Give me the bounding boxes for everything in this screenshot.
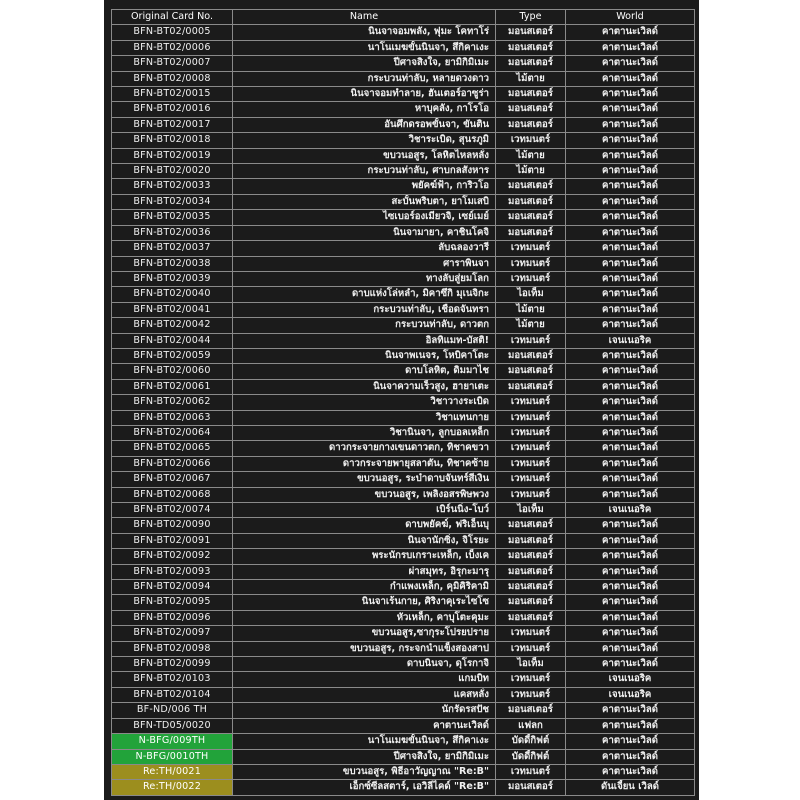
table-row	[112, 395, 695, 410]
card-type-cell: มอนสเตอร์	[496, 194, 566, 209]
card-no-cell: BFN-BT02/0093	[112, 564, 233, 579]
card-name-cell: กระบวนท่าลับ, หลายดวงดาว	[233, 71, 496, 86]
card-no-cell: BFN-BT02/0042	[112, 318, 233, 333]
card-type-cell: มอนสเตอร์	[496, 348, 566, 363]
card-list-sheet	[104, 0, 699, 800]
card-world-cell: คาตานะเวิลด์	[566, 25, 695, 40]
card-name-cell: กำแพงเหล็ก, คุมิคิริคามิ	[233, 580, 496, 595]
card-no-cell: BFN-BT02/0034	[112, 194, 233, 209]
card-no-cell: BFN-BT02/0008	[112, 71, 233, 86]
table-row	[112, 148, 695, 163]
table-row	[112, 364, 695, 379]
table-row	[112, 133, 695, 148]
card-world-cell: คาตานะเวิลด์	[566, 194, 695, 209]
card-world-cell: เจนเนอริค	[566, 687, 695, 702]
card-world-cell: คาตานะเวิลด์	[566, 472, 695, 487]
table-row	[112, 410, 695, 425]
table-row	[112, 595, 695, 610]
table-row	[112, 580, 695, 595]
card-type-cell: เวทมนตร์	[496, 425, 566, 440]
table-row	[112, 348, 695, 363]
card-world-cell: คาตานะเวิลด์	[566, 379, 695, 394]
card-name-cell: ไซเบอร์องเมียวจิ, เซย์เมย์	[233, 210, 496, 225]
table-row	[112, 179, 695, 194]
card-name-cell: สะบั้นพริบตา, ยาโมเสบิ	[233, 194, 496, 209]
card-name-cell: ปีศาจสิงใจ, ยามิกิมิเมะ	[233, 749, 496, 764]
card-no-cell: BFN-BT02/0066	[112, 456, 233, 471]
card-type-cell: ไม้ตาย	[496, 318, 566, 333]
card-type-cell: เวทมนตร์	[496, 241, 566, 256]
card-type-cell: ไอเท็ม	[496, 503, 566, 518]
table-row	[112, 302, 695, 317]
card-type-cell: มอนสเตอร์	[496, 210, 566, 225]
card-type-cell: เวทมนตร์	[496, 641, 566, 656]
card-type-cell: ไม้ตาย	[496, 148, 566, 163]
table-row	[112, 210, 695, 225]
card-name-cell: นินจาเร้นกาย, ศิริงาคุเระไซโซ	[233, 595, 496, 610]
table-row	[112, 672, 695, 687]
table-row	[112, 225, 695, 240]
card-world-cell: คาตานะเวิลด์	[566, 441, 695, 456]
card-world-cell: คาตานะเวิลด์	[566, 425, 695, 440]
card-world-cell: คาตานะเวิลด์	[566, 626, 695, 641]
card-type-cell: เวทมนตร์	[496, 687, 566, 702]
card-world-cell: ดันเจี้ยน เวิลด์	[566, 780, 695, 795]
card-type-cell: มอนสเตอร์	[496, 564, 566, 579]
card-name-cell: วิชาวางระเบิด	[233, 395, 496, 410]
card-type-cell: มอนสเตอร์	[496, 56, 566, 71]
card-name-cell: นินจาจอมพลัง, ฟุมะ โคทาโร่	[233, 25, 496, 40]
card-name-cell: คาตานะเวิลด์	[233, 718, 496, 733]
table-row	[112, 549, 695, 564]
card-name-cell: ผ่าสมุทร, อิรุกะมารุ	[233, 564, 496, 579]
card-no-cell: BFN-BT02/0064	[112, 425, 233, 440]
card-world-cell: คาตานะเวิลด์	[566, 641, 695, 656]
card-no-cell: BFN-BT02/0018	[112, 133, 233, 148]
table-row	[112, 780, 695, 795]
card-name-cell: ดาบนินจา, ดุโรกาจิ	[233, 657, 496, 672]
table-row	[112, 487, 695, 502]
card-name-cell: กระบวนท่าลับ, ดาวตก	[233, 318, 496, 333]
table-row	[112, 749, 695, 764]
card-no-cell: BFN-BT02/0007	[112, 56, 233, 71]
card-world-cell: คาตานะเวิลด์	[566, 287, 695, 302]
card-no-cell: BFN-BT02/0060	[112, 364, 233, 379]
card-world-cell: คาตานะเวิลด์	[566, 40, 695, 55]
card-name-cell: นาโนเมฆขั้นนินจา, สึกิคาเงะ	[233, 734, 496, 749]
table-row	[112, 56, 695, 71]
card-name-cell: ขบวนอสูร, กระจกนำแข็งสองสาป	[233, 641, 496, 656]
card-no-cell: BFN-BT02/0033	[112, 179, 233, 194]
card-type-cell: เวทมนตร์	[496, 395, 566, 410]
card-type-cell: มอนสเตอร์	[496, 518, 566, 533]
card-type-cell: มอนสเตอร์	[496, 179, 566, 194]
card-no-cell: BFN-BT02/0068	[112, 487, 233, 502]
card-type-cell: มอนสเตอร์	[496, 364, 566, 379]
card-name-cell: ลับฉลองวารี	[233, 241, 496, 256]
card-no-cell: BFN-BT02/0017	[112, 117, 233, 132]
card-type-cell: มอนสเตอร์	[496, 117, 566, 132]
card-name-cell: นินจามายา, คาชินโคจิ	[233, 225, 496, 240]
card-name-cell: เบิร์นนิ่ง-โบว์	[233, 503, 496, 518]
card-world-cell: คาตานะเวิลด์	[566, 657, 695, 672]
card-type-cell: มอนสเตอร์	[496, 225, 566, 240]
table-row	[112, 25, 695, 40]
card-no-cell: BFN-BT02/0019	[112, 148, 233, 163]
card-no-cell: BFN-TD05/0020	[112, 718, 233, 733]
card-world-cell: คาตานะเวิลด์	[566, 580, 695, 595]
header-name: Name	[233, 10, 496, 25]
card-no-cell: BFN-BT02/0044	[112, 333, 233, 348]
card-no-cell: BFN-BT02/0036	[112, 225, 233, 240]
table-row	[112, 194, 695, 209]
card-world-cell: คาตานะเวิลด์	[566, 564, 695, 579]
card-no-cell: BFN-BT02/0096	[112, 610, 233, 625]
card-name-cell: ขบวนอสูร, โลหิตไหลหลั่ง	[233, 148, 496, 163]
card-name-cell: ดาวกระจายพายุสลาตัน, ทิชาคซ้าย	[233, 456, 496, 471]
card-no-cell: BFN-BT02/0061	[112, 379, 233, 394]
card-world-cell: คาตานะเวิลด์	[566, 610, 695, 625]
card-no-cell: BFN-BT02/0097	[112, 626, 233, 641]
card-world-cell: คาตานะเวิลด์	[566, 148, 695, 163]
card-name-cell: ดาบโลหิต, ดิมมาไช	[233, 364, 496, 379]
card-world-cell: คาตานะเวิลด์	[566, 241, 695, 256]
table-row	[112, 379, 695, 394]
table-row	[112, 271, 695, 286]
card-world-cell: เจนเนอริค	[566, 333, 695, 348]
card-no-cell: Re:TH/0021	[112, 764, 233, 779]
card-world-cell: คาตานะเวิลด์	[566, 210, 695, 225]
table-row	[112, 256, 695, 271]
table-row	[112, 456, 695, 471]
card-no-cell: BFN-BT02/0005	[112, 25, 233, 40]
card-no-cell: BFN-BT02/0090	[112, 518, 233, 533]
card-type-cell: ไอเท็ม	[496, 287, 566, 302]
card-world-cell: คาตานะเวิลด์	[566, 56, 695, 71]
table-row	[112, 718, 695, 733]
card-no-cell: BFN-BT02/0065	[112, 441, 233, 456]
card-no-cell: BFN-BT02/0020	[112, 164, 233, 179]
card-name-cell: เอ็กซ์ซีลสตาร์, เอวิลีไคด์ "Re:B"	[233, 780, 496, 795]
card-type-cell: เวทมนตร์	[496, 672, 566, 687]
card-name-cell: ดาบพยัคฆ์, ฟริเอ็นบุ	[233, 518, 496, 533]
card-type-cell: มอนสเตอร์	[496, 25, 566, 40]
card-world-cell: คาตานะเวิลด์	[566, 456, 695, 471]
table-row	[112, 703, 695, 718]
table-row	[112, 687, 695, 702]
card-name-cell: วิชาระเบิด, สุนรภูมิ	[233, 133, 496, 148]
card-world-cell: คาตานะเวิลด์	[566, 133, 695, 148]
card-name-cell: หาบุคลัง, กาโรโอ	[233, 102, 496, 117]
card-no-cell: BFN-BT02/0103	[112, 672, 233, 687]
card-world-cell: คาตานะเวิลด์	[566, 734, 695, 749]
card-type-cell: เวทมนตร์	[496, 626, 566, 641]
card-world-cell: คาตานะเวิลด์	[566, 395, 695, 410]
card-name-cell: พระนักรบเกราะเหล็ก, เบ็งเค	[233, 549, 496, 564]
table-header-row	[112, 10, 695, 25]
card-list-table	[111, 9, 695, 796]
card-type-cell: มอนสเตอร์	[496, 703, 566, 718]
card-no-cell: BFN-BT02/0094	[112, 580, 233, 595]
card-type-cell: มอนสเตอร์	[496, 549, 566, 564]
card-type-cell: แฟลก	[496, 718, 566, 733]
table-row	[112, 164, 695, 179]
card-no-cell: Re:TH/0022	[112, 780, 233, 795]
card-no-cell: BFN-BT02/0104	[112, 687, 233, 702]
table-row	[112, 503, 695, 518]
card-no-cell: BFN-BT02/0039	[112, 271, 233, 286]
card-type-cell: เวทมนตร์	[496, 456, 566, 471]
card-name-cell: ทางลับสู่ยมโลก	[233, 271, 496, 286]
card-world-cell: คาตานะเวิลด์	[566, 318, 695, 333]
card-no-cell: BFN-BT02/0041	[112, 302, 233, 317]
table-row	[112, 40, 695, 55]
card-name-cell: ขบวนอสูร, เพลิงอสรพิษพวง	[233, 487, 496, 502]
card-no-cell: BFN-BT02/0091	[112, 533, 233, 548]
card-type-cell: เวทมนตร์	[496, 256, 566, 271]
card-world-cell: เจนเนอริค	[566, 672, 695, 687]
card-no-cell: BFN-BT02/0095	[112, 595, 233, 610]
card-world-cell: คาตานะเวิลด์	[566, 703, 695, 718]
card-name-cell: กระบวนท่าลับ, ศาบกลสังหาร	[233, 164, 496, 179]
card-world-cell: คาตานะเวิลด์	[566, 549, 695, 564]
table-row	[112, 518, 695, 533]
table-row	[112, 117, 695, 132]
card-name-cell: ดาวกระจายกางเขนดาวตก, ทิชาคขวา	[233, 441, 496, 456]
table-row	[112, 734, 695, 749]
card-name-cell: ดาบแห่งโล่หลำ, มิคาซึกิ มุเนจิกะ	[233, 287, 496, 302]
card-world-cell: คาตานะเวิลด์	[566, 533, 695, 548]
table-row	[112, 764, 695, 779]
card-no-cell: BFN-BT02/0074	[112, 503, 233, 518]
card-no-cell: BFN-BT02/0098	[112, 641, 233, 656]
table-row	[112, 533, 695, 548]
card-world-cell: คาตานะเวิลด์	[566, 179, 695, 194]
card-no-cell: BFN-BT02/0059	[112, 348, 233, 363]
card-world-cell: คาตานะเวิลด์	[566, 348, 695, 363]
card-no-cell: BFN-BT02/0092	[112, 549, 233, 564]
card-no-cell: BFN-BT02/0037	[112, 241, 233, 256]
card-world-cell: คาตานะเวิลด์	[566, 764, 695, 779]
card-type-cell: มอนสเตอร์	[496, 87, 566, 102]
card-no-cell: BF-ND/006 TH	[112, 703, 233, 718]
table-body	[112, 25, 695, 795]
header-card-no: Original Card No.	[112, 10, 233, 25]
card-world-cell: คาตานะเวิลด์	[566, 718, 695, 733]
card-name-cell: นาโนเมฆขั้นนินจา, สึกิคาเงะ	[233, 40, 496, 55]
card-world-cell: คาตานะเวิลด์	[566, 117, 695, 132]
card-world-cell: คาตานะเวิลด์	[566, 256, 695, 271]
card-world-cell: คาตานะเวิลด์	[566, 87, 695, 102]
card-world-cell: คาตานะเวิลด์	[566, 487, 695, 502]
card-name-cell: วิชาแทนกาย	[233, 410, 496, 425]
card-name-cell: แกมบิท	[233, 672, 496, 687]
card-type-cell: บัดดี้กิฟต์	[496, 749, 566, 764]
card-name-cell: ศาราพินจา	[233, 256, 496, 271]
card-type-cell: เวทมนตร์	[496, 271, 566, 286]
card-type-cell: มอนสเตอร์	[496, 595, 566, 610]
card-world-cell: คาตานะเวิลด์	[566, 71, 695, 86]
card-name-cell: อันศึกดรอพขั้นจา, ขันติน	[233, 117, 496, 132]
table-row	[112, 657, 695, 672]
card-type-cell: เวทมนตร์	[496, 487, 566, 502]
table-row	[112, 87, 695, 102]
card-no-cell: BFN-BT02/0035	[112, 210, 233, 225]
card-world-cell: คาตานะเวิลด์	[566, 102, 695, 117]
card-type-cell: เวทมนตร์	[496, 133, 566, 148]
card-type-cell: ไม้ตาย	[496, 302, 566, 317]
table-row	[112, 626, 695, 641]
card-type-cell: เวทมนตร์	[496, 333, 566, 348]
table-row	[112, 71, 695, 86]
card-world-cell: คาตานะเวิลด์	[566, 364, 695, 379]
card-type-cell: มอนสเตอร์	[496, 780, 566, 795]
card-type-cell: บัดดี้กิฟต์	[496, 734, 566, 749]
card-world-cell: คาตานะเวิลด์	[566, 410, 695, 425]
card-world-cell: คาตานะเวิลด์	[566, 271, 695, 286]
card-no-cell: BFN-BT02/0040	[112, 287, 233, 302]
card-no-cell: N-BFG/0010TH	[112, 749, 233, 764]
card-name-cell: แคสหลั่ง	[233, 687, 496, 702]
card-no-cell: BFN-BT02/0067	[112, 472, 233, 487]
card-name-cell: นินจาพเนจร, โหบิคาโตะ	[233, 348, 496, 363]
card-type-cell: ไม้ตาย	[496, 164, 566, 179]
table-row	[112, 472, 695, 487]
card-type-cell: มอนสเตอร์	[496, 102, 566, 117]
card-no-cell: BFN-BT02/0063	[112, 410, 233, 425]
header-world: World	[566, 10, 695, 25]
card-world-cell: คาตานะเวิลด์	[566, 302, 695, 317]
card-type-cell: มอนสเตอร์	[496, 533, 566, 548]
card-name-cell: พยัคฆ์ฟ้า, การิวโอ	[233, 179, 496, 194]
card-name-cell: นินจาจอมทำลาย, ฮันเตอร์อาซูร่า	[233, 87, 496, 102]
table-row	[112, 333, 695, 348]
card-type-cell: ไม้ตาย	[496, 71, 566, 86]
card-world-cell: คาตานะเวิลด์	[566, 595, 695, 610]
card-world-cell: คาตานะเวิลด์	[566, 164, 695, 179]
card-name-cell: หัวเหล็ก, คาบุโตะคุมะ	[233, 610, 496, 625]
table-row	[112, 641, 695, 656]
card-no-cell: BFN-BT02/0006	[112, 40, 233, 55]
table-row	[112, 564, 695, 579]
card-world-cell: คาตานะเวิลด์	[566, 225, 695, 240]
card-world-cell: เจนเนอริค	[566, 503, 695, 518]
table-row	[112, 102, 695, 117]
card-name-cell: กระบวนท่าลับ, เชือดจันทรา	[233, 302, 496, 317]
card-type-cell: ไอเท็ม	[496, 657, 566, 672]
table-row	[112, 610, 695, 625]
card-no-cell: N-BFG/009TH	[112, 734, 233, 749]
card-name-cell: ขบวนอสูร,ซากุระโปรยปราย	[233, 626, 496, 641]
header-type: Type	[496, 10, 566, 25]
card-type-cell: มอนสเตอร์	[496, 580, 566, 595]
card-name-cell: ขบวนอสูร, ระบำดาบจันทร์สีเงิน	[233, 472, 496, 487]
table-row	[112, 318, 695, 333]
card-name-cell: นินจานักซิ่ง, จิโรยะ	[233, 533, 496, 548]
card-name-cell: ขบวนอสูร, พิธีอาวัญญาณ "Re:B"	[233, 764, 496, 779]
card-type-cell: เวทมนตร์	[496, 410, 566, 425]
card-type-cell: เวทมนตร์	[496, 764, 566, 779]
card-type-cell: มอนสเตอร์	[496, 40, 566, 55]
card-name-cell: นักรัดรสปัช	[233, 703, 496, 718]
table-row	[112, 287, 695, 302]
card-world-cell: คาตานะเวิลด์	[566, 749, 695, 764]
card-type-cell: มอนสเตอร์	[496, 379, 566, 394]
card-type-cell: เวทมนตร์	[496, 472, 566, 487]
card-name-cell: นินจาความเร็วสูง, ฮายาเตะ	[233, 379, 496, 394]
card-no-cell: BFN-BT02/0062	[112, 395, 233, 410]
card-type-cell: เวทมนตร์	[496, 441, 566, 456]
card-no-cell: BFN-BT02/0016	[112, 102, 233, 117]
card-name-cell: วิชานินจา, ลูกบอลเหล็ก	[233, 425, 496, 440]
table-row	[112, 241, 695, 256]
card-name-cell: อิลทิแมท-บัสติ!	[233, 333, 496, 348]
table-row	[112, 425, 695, 440]
card-name-cell: ปีศาจสิงใจ, ยามิกิมิเมะ	[233, 56, 496, 71]
card-no-cell: BFN-BT02/0038	[112, 256, 233, 271]
table-row	[112, 441, 695, 456]
card-no-cell: BFN-BT02/0015	[112, 87, 233, 102]
card-no-cell: BFN-BT02/0099	[112, 657, 233, 672]
card-type-cell: มอนสเตอร์	[496, 610, 566, 625]
card-world-cell: คาตานะเวิลด์	[566, 518, 695, 533]
